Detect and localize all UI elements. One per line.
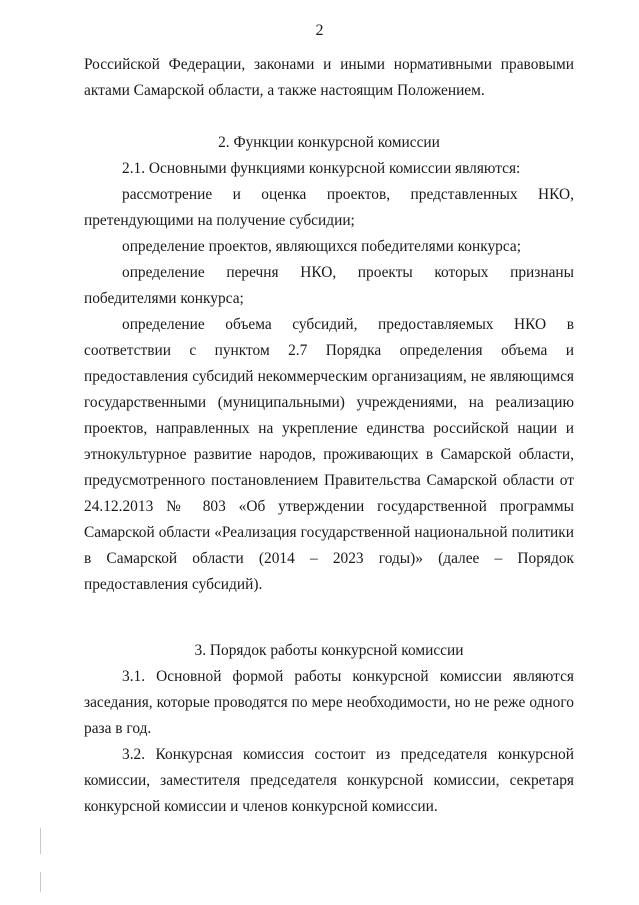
document-body [84,52,574,820]
section-2-paragraph-4: определение перечня НКО, проекты которых признаны победителями конкурса; [84,264,574,307]
section-2-paragraph-5: определение объема субсидий, предоставляемых НКО в соответствии с пунктом 2.7 Порядка определения объема и предоставления субсидий некоммерческим организациям, не являющимся государственными (муниципальными) учреждениями, на реализацию проектов, направленных на укрепление единства российской нации и этнокультурное развитие народов, проживающих в Самарской области, предусмотренного постановлением Правительства Самарской области от 24.12.2013 № 803 «Об утверждении государственной программы Самарской области «Реализация государственной национальной политики в Самарской области (2014 – 2023 годы)» (далее – Порядок предоставления субсидий). [84,316,574,593]
scan-edge-mark [40,872,41,892]
section-2-paragraph-3: определение проектов, являющихся победителями конкурса; [122,238,521,255]
section-3-paragraph-1: 3.1. Основной формой работы конкурсной комиссии являются заседания, которые проводятся по мере необходимости, но не реже одного раза в год. [84,668,574,737]
section-2-paragraph-2: рассмотрение и оценка проектов, представленных НКО, претендующими на получение субсидии; [84,186,574,229]
page-number: 2 [315,22,324,39]
section-2-paragraph-1: 2.1. Основными функциями конкурсной комиссии являются: [122,160,521,177]
section-3-paragraph-2: 3.2. Конкурсная комиссия состоит из председателя конкурсной комиссии, заместителя председателя конкурсной комиссии, секретаря конкурсной комиссии и членов конкурсной комиссии. [84,746,574,815]
intro-paragraph: Российской Федерации, законами и иными нормативными правовыми актами Самарской области, а также настоящим Положением. [84,56,574,99]
section-3-heading: 3. Порядок работы конкурсной комиссии [194,642,464,659]
section-2-heading: 2. Функции конкурсной комиссии [218,134,440,151]
scan-edge-mark [40,828,41,854]
